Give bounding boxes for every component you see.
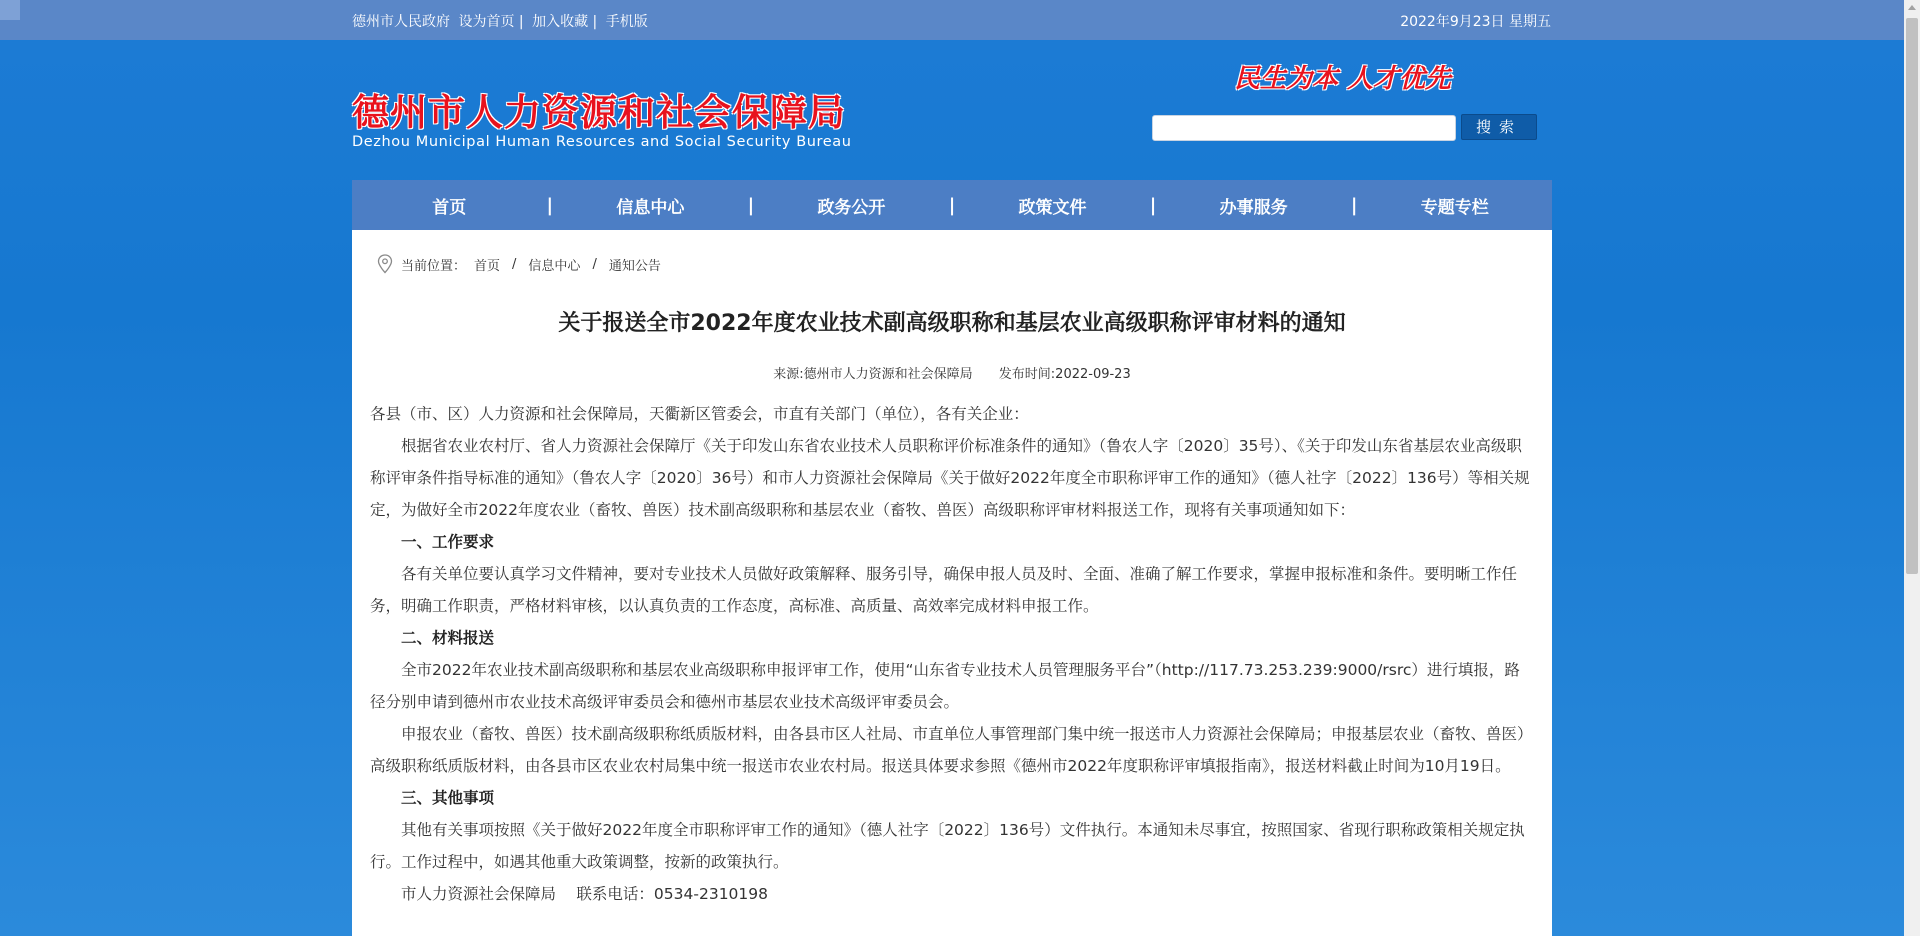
slogan: 民生为本 人才优先 <box>1234 64 1452 94</box>
breadcrumb-home[interactable]: 首页 <box>474 258 501 274</box>
nav-item-policy-files[interactable]: 政策文件 <box>1018 197 1087 218</box>
main-nav <box>352 180 1552 230</box>
top-links <box>352 11 652 31</box>
search-input[interactable] <box>1152 115 1456 141</box>
nav-item-special-topics[interactable]: 专题专栏 <box>1420 197 1489 218</box>
article-paragraph: 全市2022年农业技术副高级职称和基层农业高级职称申报评审工作，使用“山东省专业技术人员管理服务平台”（http://117.73.253.239:9000/rsrc）进行填报，路径分别申请到德州市农业技术高级评审委员会和德州市基层农业技术高级评审委员会。 <box>370 661 1520 711</box>
page-scrollbar[interactable] <box>1904 0 1920 936</box>
nav-separator: | <box>948 194 956 216</box>
article-paragraph: 各有关单位要认真学习文件精神，要对专业技术人员做好政策解释、服务引导，确保申报人员及时、全面、准确了解工作要求，掌握申报标准和条件。要明晰工作任务，明确工作职责，严格材料审核，以认真负责的工作态度，高标准、高质量、高效率完成材料申报工作。 <box>370 565 1518 615</box>
scrollbar-thumb[interactable] <box>1906 18 1918 574</box>
nav-item-home[interactable]: 首页 <box>432 197 467 218</box>
breadcrumb-info-center[interactable]: 信息中心 <box>528 258 581 274</box>
nav-separator: | <box>1350 194 1358 216</box>
article-contact: 市人力资源社会保障局 联系电话：0534-2310198 <box>401 885 768 903</box>
nav-separator: | <box>546 194 554 216</box>
mobile-version-link[interactable]: 手机版 <box>605 14 648 30</box>
search-button[interactable]: 搜索 <box>1461 114 1537 140</box>
breadcrumb-separator: / <box>512 256 517 272</box>
breadcrumb-notices[interactable]: 通知公告 <box>608 258 661 274</box>
location-pin-icon <box>377 254 393 274</box>
add-favorite-link[interactable]: 加入收藏 | <box>532 14 598 30</box>
breadcrumb-separator: / <box>592 256 597 272</box>
window-corner-icon <box>0 0 20 20</box>
article-date: 发布时间:2022-09-23 <box>998 367 1131 382</box>
article-section-heading: 一、工作要求 <box>401 533 495 551</box>
set-homepage-link[interactable]: 设为首页 | <box>458 14 524 30</box>
article-source: 来源:德州市人力资源和社会保障局 <box>773 367 973 382</box>
article-title: 关于报送全市2022年度农业技术副高级职称和基层农业高级职称评审材料的通知 <box>558 311 1346 336</box>
site-logo-subtitle: Dezhou Municipal Human Resources and Social Security Bureau <box>352 134 852 150</box>
nav-item-services[interactable]: 办事服务 <box>1219 197 1288 218</box>
current-date: 2022年9月23日 星期五 <box>1400 14 1551 30</box>
article-paragraph: 申报农业（畜牧、兽医）技术副高级职称纸质版材料，由各县市区人社局、市直单位人事管理部门集中统一报送市人力资源社会保障局；申报基层农业（畜牧、兽医）高级职称纸质版材料，由各县市区农业农村局集中统一报送市农业农村局。报送具体要求参照《德州市2022年度职称评审填报指南》，报送材料截止时间为10月19日。 <box>370 725 1525 775</box>
gov-link[interactable]: 德州市人民政府 <box>352 14 450 30</box>
breadcrumb-label: 当前位置： <box>401 258 467 274</box>
article-salutation: 各县（市、区）人力资源和社会保障局，天衢新区管委会，市直有关部门（单位），各有关企业： <box>370 405 1029 423</box>
site-logo-title[interactable]: 德州市人力资源和社会保障局 <box>352 91 846 134</box>
article-paragraph: 其他有关事项按照《关于做好2022年度全市职称评审工作的通知》（德人社字〔2022〕136号）文件执行。本通知未尽事宜，按照国家、省现行职称政策相关规定执行。工作过程中，如遇其他重大政策调整，按新的政策执行。 <box>370 821 1525 871</box>
article-section-heading: 二、材料报送 <box>401 629 495 647</box>
nav-separator: | <box>747 194 755 216</box>
article-section-heading: 三、其他事项 <box>401 789 495 807</box>
article-body <box>370 398 1532 910</box>
article-meta <box>352 363 1552 382</box>
content-panel <box>352 230 1552 936</box>
nav-separator: | <box>1149 194 1157 216</box>
nav-item-info-center[interactable]: 信息中心 <box>616 197 685 218</box>
breadcrumb <box>377 254 661 274</box>
scroll-up-arrow-icon[interactable] <box>1908 5 1916 10</box>
nav-item-gov-affairs[interactable]: 政务公开 <box>817 197 886 218</box>
article-paragraph: 根据省农业农村厅、省人力资源社会保障厅《关于印发山东省农业技术人员职称评价标准条件的通知》（鲁农人字〔2020〕35号）、《关于印发山东省基层农业高级职称评审条件指导标准的通知》（鲁农人字〔2020〕36号）和市人力资源社会保障局《关于做好2022年度全市职称评审工作的通知》（德人社字〔2022〕136号）等相关规定，为做好全市2022年度农业（畜牧、兽医）技术副高级职称和基层农业（畜牧、兽医）高级职称评审材料报送工作，现将有关事项通知如下： <box>370 437 1530 519</box>
top-bar <box>0 0 1904 40</box>
